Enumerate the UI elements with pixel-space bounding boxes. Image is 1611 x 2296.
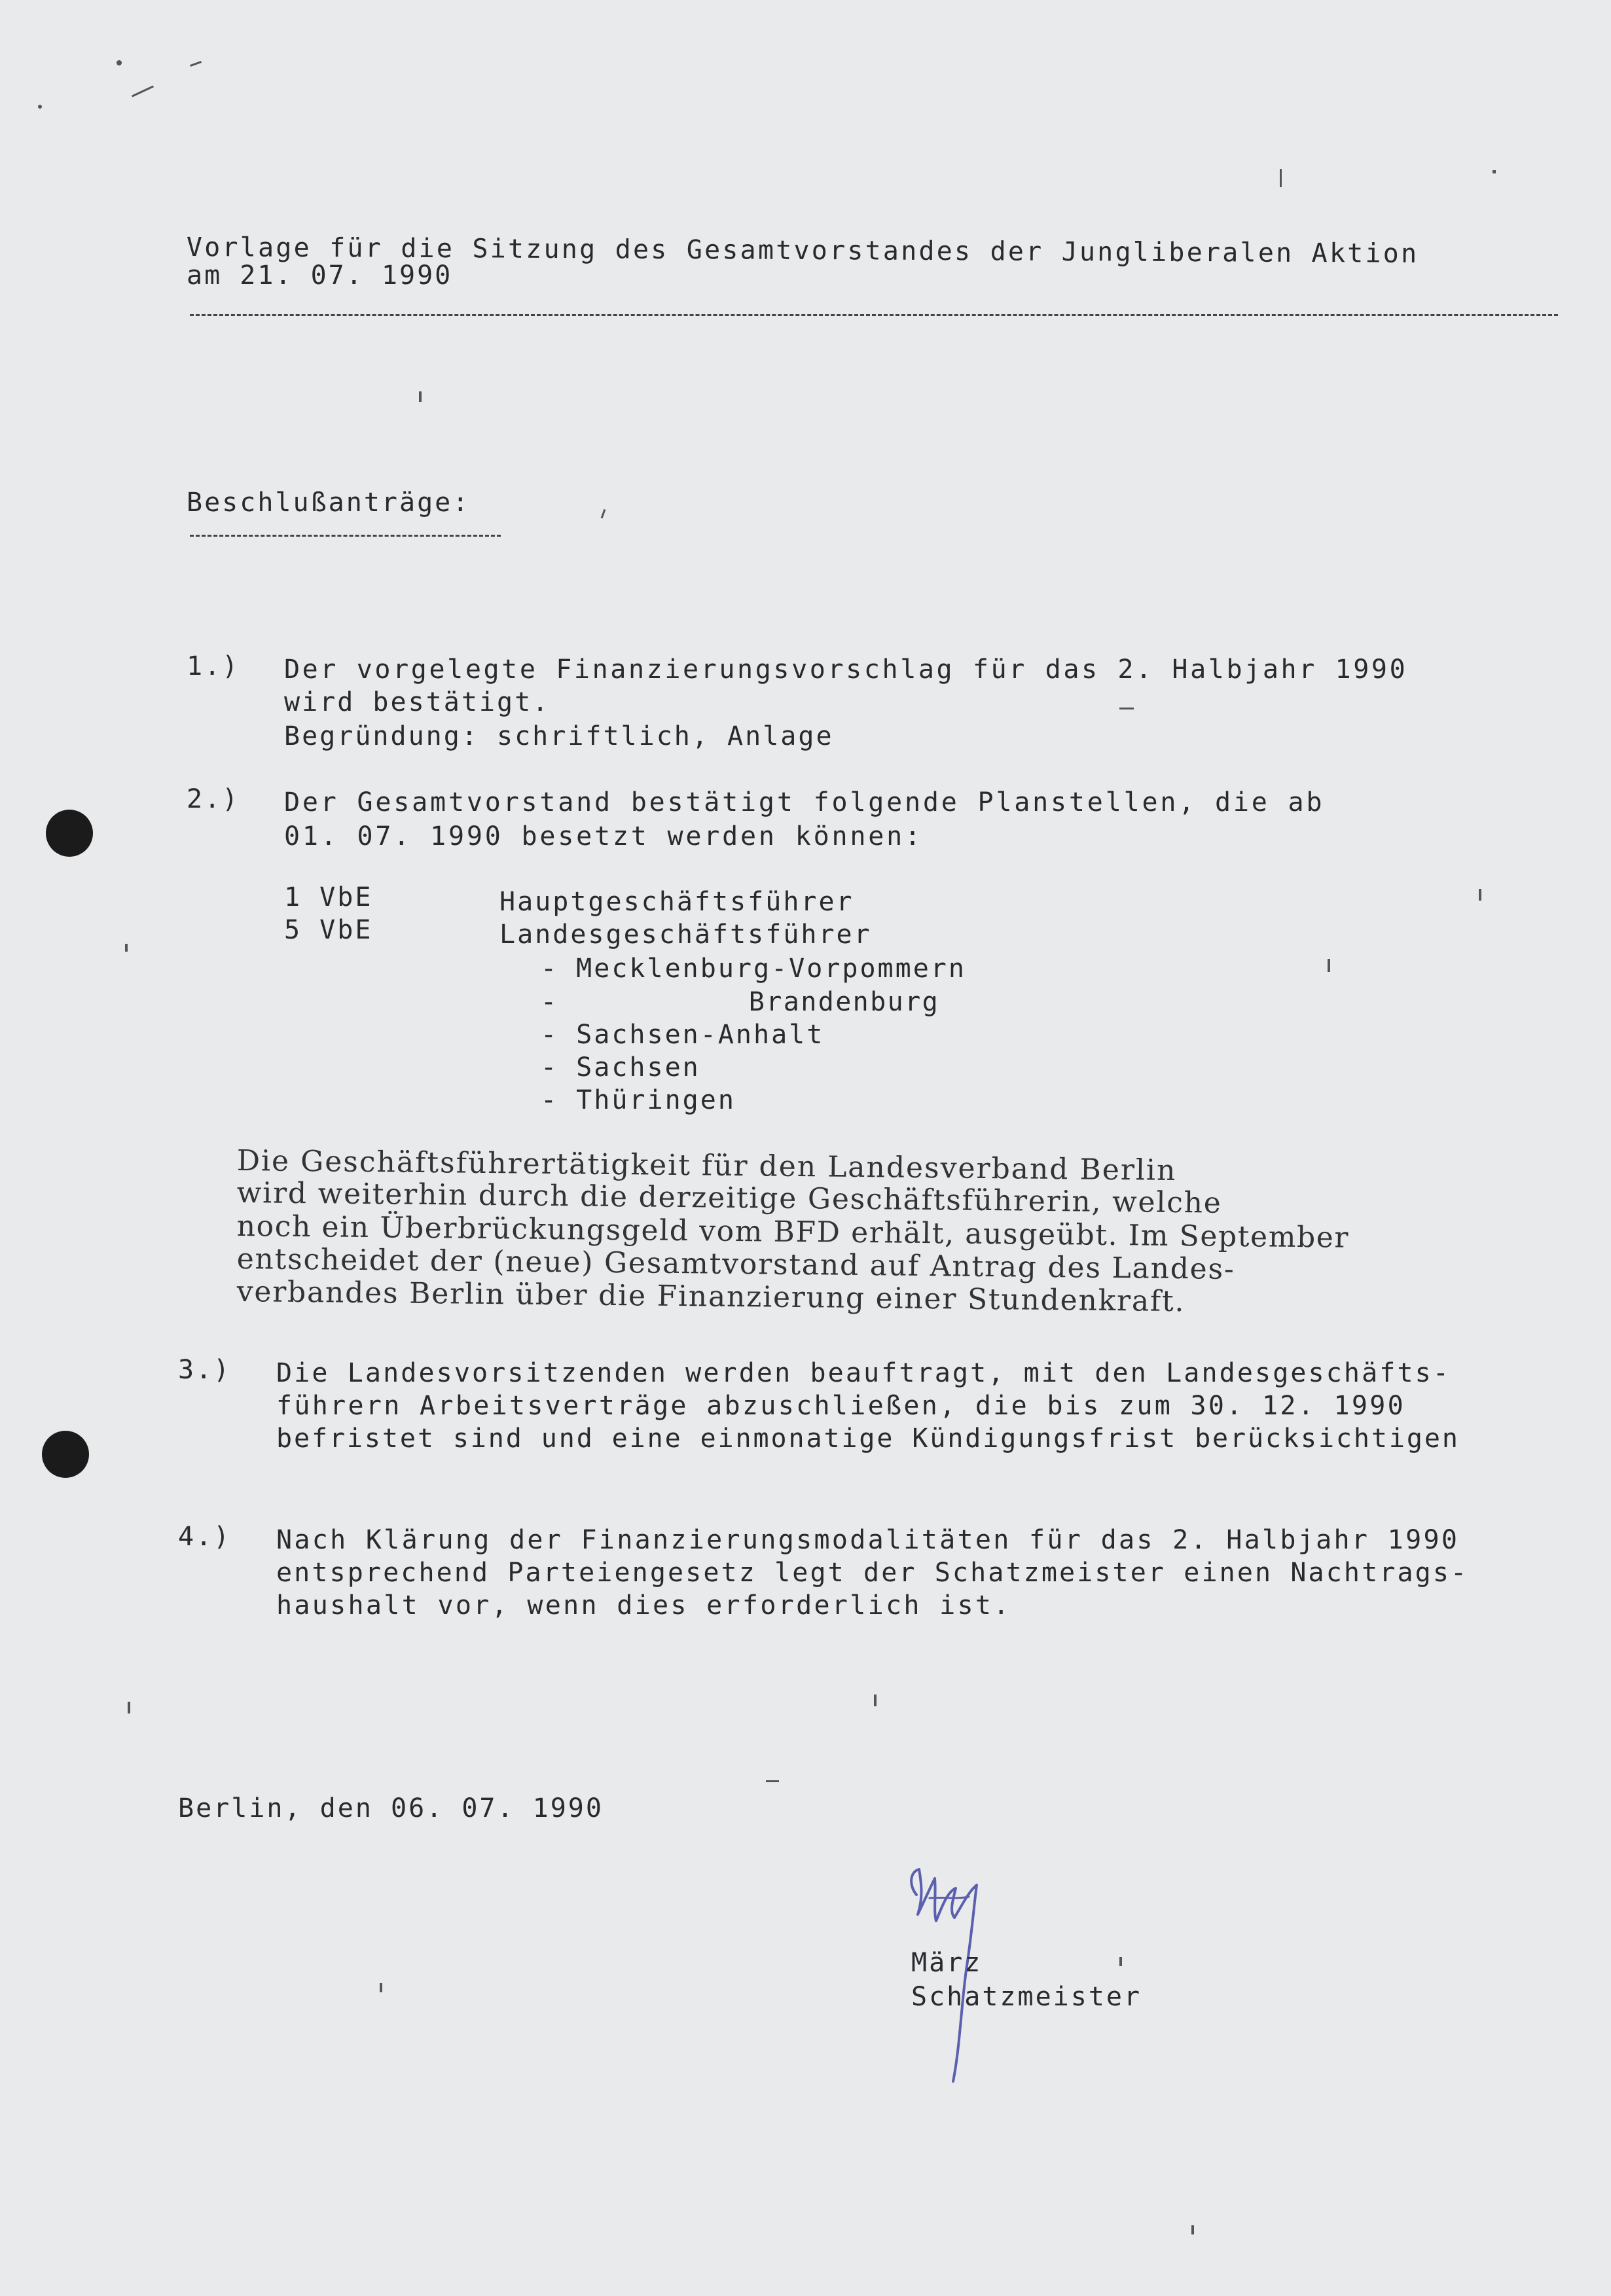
punch-hole-top <box>46 810 93 857</box>
speck <box>190 61 202 67</box>
place-date: Berlin, den 06. 07. 1990 <box>178 1793 604 1823</box>
item-number: 2.) <box>187 784 240 814</box>
item-text-line: Der Gesamtvorstand bestätigt folgende Planstellen, die ab <box>284 787 1325 817</box>
state-entry: - Mecklenburg-Vorpommern <box>541 954 966 984</box>
meeting-date: am 21. 07. 1990 <box>187 260 453 291</box>
item-text-line: haushalt vor, wenn dies erforderlich ist. <box>276 1590 1011 1621</box>
speck <box>1119 1957 1122 1966</box>
speck <box>1479 889 1481 901</box>
item-text-line: wird bestätigt. <box>284 687 551 717</box>
item-text-line: entsprechend Parteiengesetz legt der Schatzmeister einen Nachtrags- <box>276 1558 1469 1588</box>
speck <box>380 1983 382 1992</box>
position-count: 1 VbE <box>284 882 373 912</box>
speck <box>132 86 154 98</box>
speck <box>601 509 606 518</box>
speck <box>1493 170 1496 173</box>
speck <box>1328 959 1330 972</box>
item-number: 4.) <box>178 1522 232 1552</box>
item-text-line: Der vorgelegte Finanzierungsvorschlag für das 2. Halbjahr 1990 <box>284 655 1408 685</box>
speck <box>38 105 42 109</box>
header-rule <box>190 314 1558 316</box>
speck <box>1280 169 1282 187</box>
position-title: Hauptgeschäftsführer <box>499 887 854 917</box>
speck <box>419 391 422 402</box>
note-line: entscheidet der (neue) Gesamtvorstand auf Antrag des Landes- <box>236 1242 1235 1286</box>
item-text-line: führern Arbeitsverträge abzuschließen, die bis zum 30. 12. 1990 <box>276 1391 1406 1421</box>
speck <box>1191 2225 1194 2234</box>
section-title-underline <box>190 535 501 537</box>
position-title: Landesgeschäftsführer <box>499 920 872 950</box>
punch-hole-bottom <box>42 1431 89 1478</box>
item-text-line: Nach Klärung der Finanzierungsmodalitäten für das 2. Halbjahr 1990 <box>276 1525 1460 1555</box>
speck <box>766 1780 779 1782</box>
item-number: 1.) <box>187 651 240 681</box>
state-entry: - Thüringen <box>541 1085 736 1115</box>
signatory-name: März <box>911 1948 983 1978</box>
document-heading: Vorlage für die Sitzung des Gesamtvorstandes der Jungliberalen Aktion <box>186 232 1419 269</box>
note-line: verbandes Berlin über die Finanzierung einer Stundenkraft. <box>236 1275 1186 1319</box>
item-text-line: Die Landesvorsitzenden werden beauftragt, mit den Landesgeschäfts- <box>276 1358 1451 1388</box>
item-text-line: Begründung: schriftlich, Anlage <box>284 721 834 751</box>
section-title: Beschlußanträge: <box>187 488 471 518</box>
speck <box>1119 708 1134 709</box>
item-text-line: befristet sind und eine einmonatige Kündigungsfrist berücksichtigen <box>276 1424 1460 1454</box>
state-entry: - Sachsen <box>541 1052 700 1083</box>
speck <box>125 944 128 952</box>
note-line: wird weiterhin durch die derzeitige Geschäftsführerin, welche <box>236 1176 1222 1220</box>
speck <box>128 1702 130 1713</box>
item-text-line: 01. 07. 1990 besetzt werden können: <box>284 821 923 852</box>
speck <box>874 1695 877 1706</box>
state-entry: - Brandenburg <box>541 987 940 1017</box>
note-line: Die Geschäftsführertätigkeit für den Landesverband Berlin <box>236 1144 1177 1188</box>
signatory-role: Schatzmeister <box>911 1982 1142 2012</box>
state-entry: - Sachsen-Anhalt <box>541 1020 825 1050</box>
position-count: 5 VbE <box>284 915 373 945</box>
speck <box>117 60 122 65</box>
note-line: noch ein Überbrückungsgeld vom BFD erhält, ausgeübt. Im September <box>236 1210 1350 1255</box>
item-number: 3.) <box>178 1355 232 1385</box>
